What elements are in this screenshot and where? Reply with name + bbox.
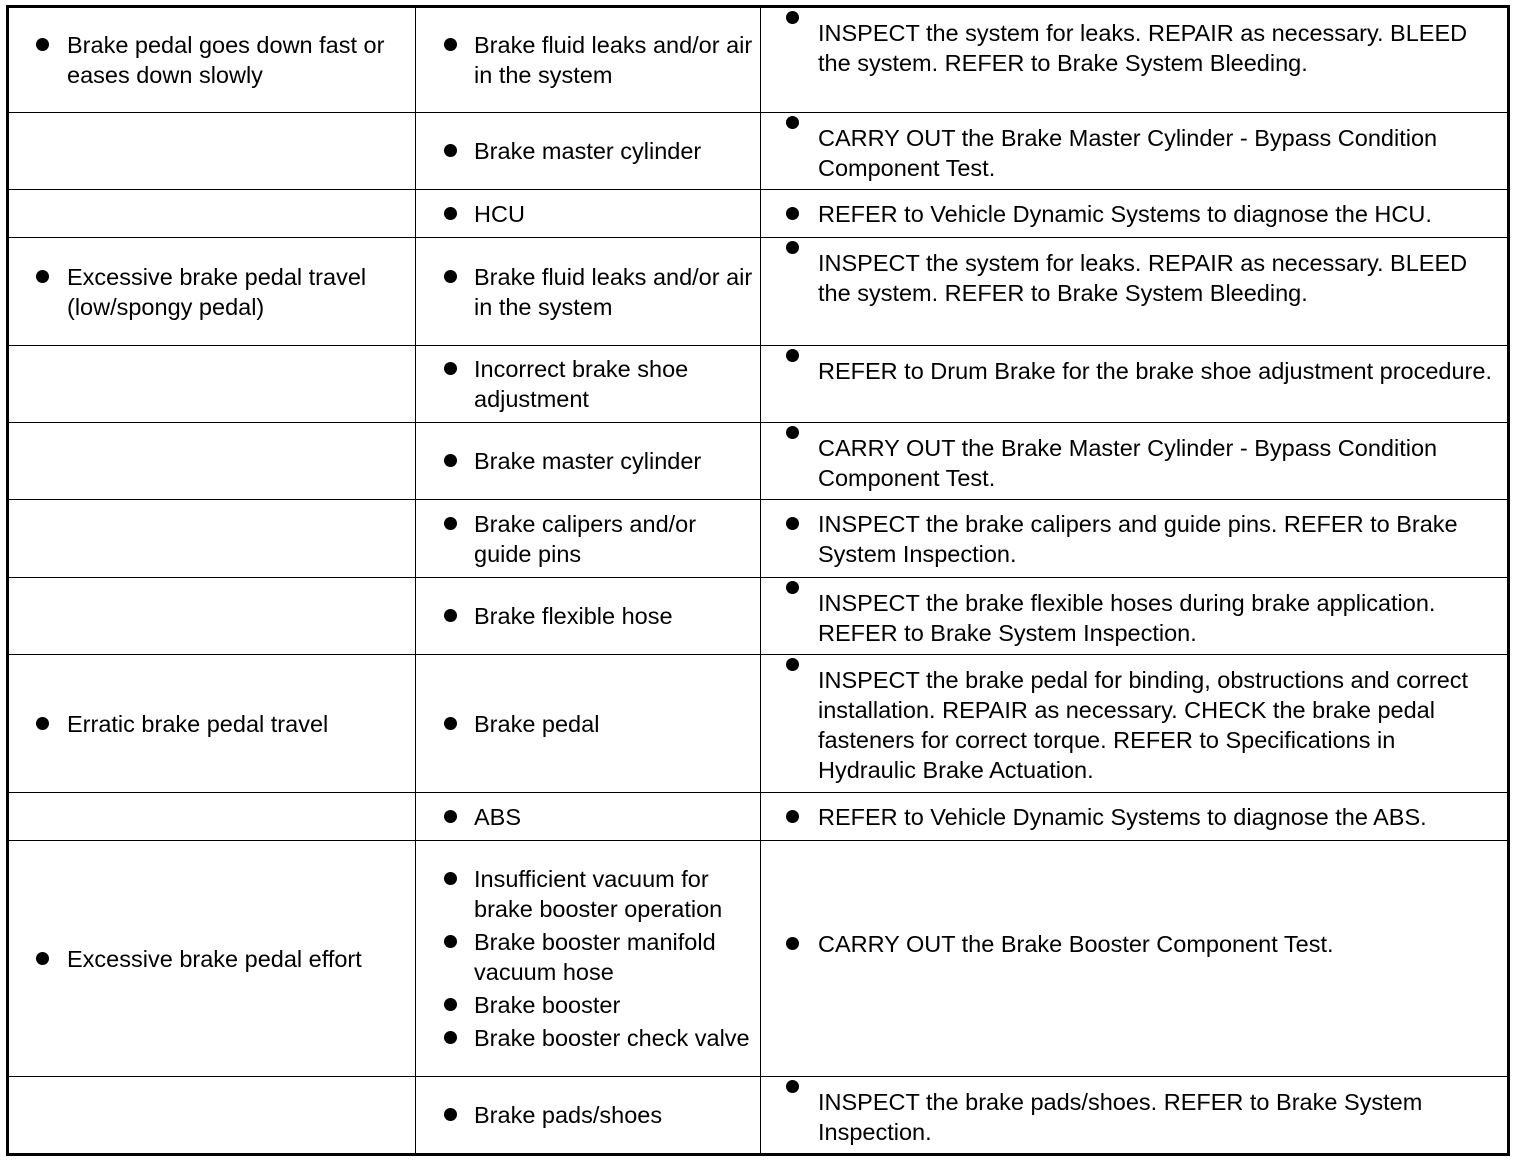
bullet-icon bbox=[786, 207, 799, 220]
action-cell bbox=[761, 500, 1509, 578]
bullet-icon bbox=[444, 144, 457, 157]
cause-cell bbox=[416, 346, 761, 423]
bullet-icon bbox=[444, 270, 457, 283]
table-row bbox=[8, 500, 1509, 578]
action-cell bbox=[761, 578, 1509, 655]
action-item: INSPECT the brake pads/shoes. REFER to Brake System Inspection. bbox=[761, 1077, 1507, 1147]
cause-cell bbox=[416, 793, 761, 841]
bullet-icon bbox=[444, 810, 457, 823]
cause-cell bbox=[416, 1077, 761, 1155]
action-item: INSPECT the system for leaks. REPAIR as necessary. BLEED the system. REFER to Brake System Bleeding. bbox=[761, 8, 1507, 78]
bullet-icon bbox=[36, 952, 49, 965]
bullet-icon bbox=[786, 581, 799, 594]
cause-item: Brake flexible hose bbox=[416, 601, 760, 631]
cause-cell bbox=[416, 841, 761, 1077]
bullet-icon bbox=[444, 362, 457, 375]
cause-item: Brake fluid leaks and/or air in the system bbox=[416, 262, 760, 322]
action-item: REFER to Vehicle Dynamic Systems to diagnose the HCU. bbox=[761, 199, 1507, 229]
table-row bbox=[8, 655, 1509, 793]
bullet-icon bbox=[786, 116, 799, 129]
bullet-icon bbox=[36, 38, 49, 51]
action-item: INSPECT the system for leaks. REPAIR as necessary. BLEED the system. REFER to Brake System Bleeding. bbox=[761, 238, 1507, 308]
cause-cell bbox=[416, 190, 761, 238]
cause-cell bbox=[416, 7, 761, 113]
condition-item: Erratic brake pedal travel bbox=[9, 709, 415, 739]
cause-item: Insufficient vacuum for brake booster operation bbox=[416, 864, 760, 924]
cause-item: ABS bbox=[416, 802, 760, 832]
cause-cell bbox=[416, 578, 761, 655]
action-cell bbox=[761, 190, 1509, 238]
bullet-icon bbox=[444, 38, 457, 51]
condition-item: Brake pedal goes down fast or eases down slowly bbox=[9, 30, 415, 90]
bullet-icon bbox=[444, 998, 457, 1011]
cause-item: Brake pads/shoes bbox=[416, 1100, 760, 1130]
condition-cell bbox=[8, 500, 416, 578]
action-item: INSPECT the brake flexible hoses during brake application. REFER to Brake System Inspection. bbox=[761, 578, 1507, 648]
cause-item: HCU bbox=[416, 199, 760, 229]
bullet-icon bbox=[444, 872, 457, 885]
cause-cell bbox=[416, 500, 761, 578]
condition-cell bbox=[8, 578, 416, 655]
bullet-icon bbox=[36, 270, 49, 283]
bullet-icon bbox=[786, 810, 799, 823]
condition-cell bbox=[8, 793, 416, 841]
table-row bbox=[8, 113, 1509, 190]
action-cell bbox=[761, 346, 1509, 423]
action-item: REFER to Vehicle Dynamic Systems to diagnose the ABS. bbox=[761, 802, 1507, 832]
cause-item: Brake booster manifold vacuum hose bbox=[416, 927, 760, 987]
condition-item: Excessive brake pedal effort bbox=[9, 944, 415, 974]
condition-cell bbox=[8, 238, 416, 346]
cause-cell bbox=[416, 113, 761, 190]
bullet-icon bbox=[36, 717, 49, 730]
bullet-icon bbox=[786, 1080, 799, 1093]
action-cell bbox=[761, 238, 1509, 346]
bullet-icon bbox=[786, 658, 799, 671]
cause-item: Brake calipers and/or guide pins bbox=[416, 509, 760, 569]
action-cell bbox=[761, 423, 1509, 500]
table-row bbox=[8, 238, 1509, 346]
action-cell bbox=[761, 1077, 1509, 1155]
diagnosis-table bbox=[6, 5, 1510, 1156]
condition-cell bbox=[8, 655, 416, 793]
condition-cell bbox=[8, 113, 416, 190]
action-item: INSPECT the brake pedal for binding, obstructions and correct installation. REPAIR as necessary. CHECK the brake pedal fasteners for correct torque. REFER to Specifications in Hydraulic Brake Actuation. bbox=[761, 655, 1507, 785]
bullet-icon bbox=[444, 1031, 457, 1044]
bullet-icon bbox=[444, 717, 457, 730]
bullet-icon bbox=[444, 935, 457, 948]
action-item: REFER to Drum Brake for the brake shoe adjustment procedure. bbox=[761, 346, 1507, 386]
bullet-icon bbox=[786, 517, 799, 530]
bullet-icon bbox=[444, 517, 457, 530]
bullet-icon bbox=[444, 454, 457, 467]
action-cell bbox=[761, 113, 1509, 190]
cause-item: Brake fluid leaks and/or air in the system bbox=[416, 30, 760, 90]
condition-cell bbox=[8, 841, 416, 1077]
cause-cell bbox=[416, 423, 761, 500]
cause-item: Brake master cylinder bbox=[416, 136, 760, 166]
action-item: INSPECT the brake calipers and guide pins. REFER to Brake System Inspection. bbox=[761, 509, 1507, 569]
table-row bbox=[8, 7, 1509, 113]
table-row bbox=[8, 841, 1509, 1077]
table-row bbox=[8, 793, 1509, 841]
action-item: CARRY OUT the Brake Master Cylinder - Bypass Condition Component Test. bbox=[761, 113, 1507, 183]
cause-item: Brake booster check valve bbox=[416, 1023, 760, 1053]
bullet-icon bbox=[786, 241, 799, 254]
cause-cell bbox=[416, 655, 761, 793]
action-cell bbox=[761, 841, 1509, 1077]
table-row bbox=[8, 1077, 1509, 1155]
action-item: CARRY OUT the Brake Booster Component Test. bbox=[761, 929, 1507, 959]
condition-cell bbox=[8, 1077, 416, 1155]
cause-cell bbox=[416, 238, 761, 346]
cause-item: Brake booster bbox=[416, 990, 760, 1020]
bullet-icon bbox=[444, 207, 457, 220]
action-cell bbox=[761, 7, 1509, 113]
bullet-icon bbox=[786, 937, 799, 950]
action-cell bbox=[761, 655, 1509, 793]
condition-cell bbox=[8, 190, 416, 238]
cause-item: Incorrect brake shoe adjustment bbox=[416, 354, 760, 414]
table-row bbox=[8, 578, 1509, 655]
bullet-icon bbox=[786, 11, 799, 24]
cause-item: Brake master cylinder bbox=[416, 446, 760, 476]
condition-cell bbox=[8, 7, 416, 113]
bullet-icon bbox=[786, 349, 799, 362]
action-cell bbox=[761, 793, 1509, 841]
table-row bbox=[8, 190, 1509, 238]
bullet-icon bbox=[444, 609, 457, 622]
condition-item: Excessive brake pedal travel (low/spongy pedal) bbox=[9, 262, 415, 322]
condition-cell bbox=[8, 346, 416, 423]
table-row bbox=[8, 346, 1509, 423]
bullet-icon bbox=[444, 1108, 457, 1121]
bullet-icon bbox=[786, 426, 799, 439]
table-row bbox=[8, 423, 1509, 500]
cause-item: Brake pedal bbox=[416, 709, 760, 739]
action-item: CARRY OUT the Brake Master Cylinder - Bypass Condition Component Test. bbox=[761, 423, 1507, 493]
condition-cell bbox=[8, 423, 416, 500]
